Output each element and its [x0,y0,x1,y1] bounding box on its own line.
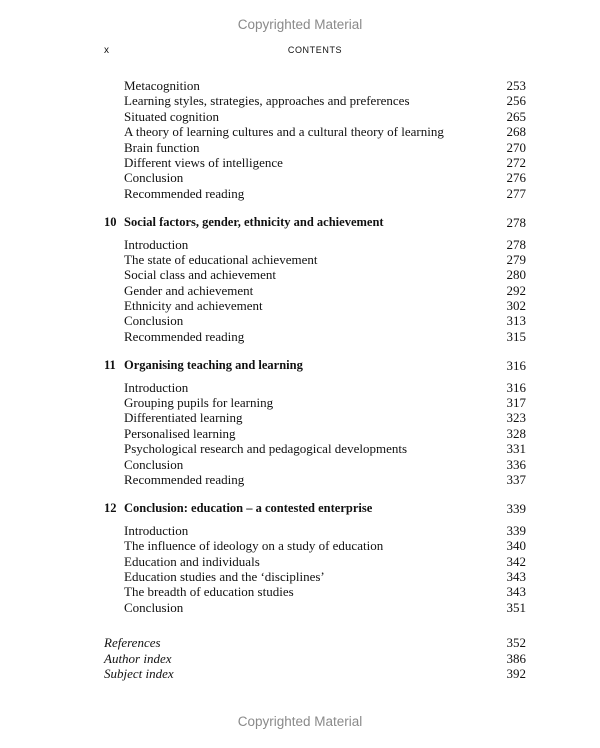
toc-entry-title: Recommended reading [124,185,245,201]
toc-entry-title: Situated cognition [124,108,219,124]
toc-entry-page: 351 [506,599,526,615]
toc-entry [104,441,526,456]
back-matter-page: 392 [506,665,526,681]
toc-entry-page: 336 [506,456,526,472]
copyright-watermark-bottom: Copyrighted Material [237,714,363,729]
back-matter-page: 386 [506,650,526,666]
toc-entry-page: 328 [506,425,526,441]
toc-entry [104,237,526,252]
chapter-page: 316 [506,358,526,374]
toc-entry [104,380,526,395]
toc-entry-page: 313 [506,313,526,329]
toc-entry-title: Conclusion [124,313,184,329]
toc-entry-page: 331 [506,441,526,457]
toc-entry-page: 342 [506,553,526,569]
toc-entry [104,170,526,185]
toc-entry [104,584,526,599]
toc-entry-page: 268 [506,124,526,140]
toc-entry [104,109,526,124]
toc-entry [104,395,526,410]
toc-entry [104,313,526,328]
toc-entry [104,410,526,425]
toc-entry-page: 340 [506,538,526,554]
toc-entry-title: Conclusion [124,456,184,472]
running-head-title: CONTENTS [287,45,343,55]
toc-entry-page: 316 [506,379,526,395]
toc-entry-page: 278 [506,236,526,252]
toc-entry-title: Gender and achievement [124,282,254,298]
toc-entry-page: 315 [506,328,526,344]
toc-entry-page: 292 [506,282,526,298]
toc-entry [104,78,526,93]
toc-entry-title: Education studies and the ‘disciplines’ [124,568,325,584]
toc-entry-page: 323 [506,410,526,426]
toc-entry-title: Introduction [124,522,189,538]
toc-back-matter-entry [104,651,526,666]
toc-entry [104,93,526,108]
toc-entry-title: Education and individuals [124,553,260,569]
toc-entry-page: 317 [506,395,526,411]
toc-entry [104,538,526,553]
table-of-contents [104,78,526,681]
toc-entry-page: 343 [506,568,526,584]
chapter-title: Social factors, gender, ethnicity and achievement [124,215,384,230]
toc-entry [104,186,526,201]
toc-entry-title: Recommended reading [124,328,245,344]
toc-entry-title: Differentiated learning [124,410,243,426]
toc-entry-page: 256 [506,93,526,109]
chapter-title: Organising teaching and learning [124,358,303,373]
toc-entry [104,283,526,298]
toc-back-matter-entry [104,635,526,650]
toc-entry [104,457,526,472]
toc-entry [104,252,526,267]
back-matter-title: Subject index [104,665,174,681]
toc-entry-page: 280 [506,267,526,283]
toc-entry [104,124,526,139]
toc-entry-title: The influence of ideology on a study of education [124,538,384,554]
toc-entry-title: Different views of intelligence [124,154,283,170]
toc-entry [104,426,526,441]
toc-entry [104,554,526,569]
toc-entry-page: 265 [506,108,526,124]
toc-entry-title: Introduction [124,236,189,252]
chapter-number: 10 [104,215,117,230]
toc-entry [104,140,526,155]
toc-entry-title: Metacognition [124,78,200,93]
toc-entry [104,472,526,487]
toc-entry [104,523,526,538]
toc-entry-title: Psychological research and pedagogical developments [124,441,408,457]
toc-entry-title: Conclusion [124,170,184,186]
toc-entry-title: Ethnicity and achievement [124,298,263,314]
toc-entry [104,600,526,615]
toc-entry-title: The state of educational achievement [124,251,318,267]
chapter-number: 12 [104,501,117,516]
toc-entry [104,298,526,313]
back-matter-page: 352 [506,635,526,651]
toc-entry-title: Brain function [124,139,200,155]
toc-entry [104,329,526,344]
toc-entry-title: Learning styles, strategies, approaches and preferences [124,93,410,109]
toc-entry [104,267,526,282]
toc-entry-page: 253 [506,78,526,93]
toc-entry [104,155,526,170]
toc-entry-page: 272 [506,154,526,170]
copyright-watermark-top: Copyrighted Material [237,17,363,32]
chapter-number: 11 [104,358,116,373]
chapter-page: 339 [506,501,526,517]
toc-entry-title: Grouping pupils for learning [124,395,274,411]
chapter-title: Conclusion: education – a contested enterprise [124,501,373,516]
toc-entry-title: Conclusion [124,599,184,615]
toc-entry-title: Introduction [124,379,189,395]
toc-back-matter-entry [104,666,526,681]
toc-entry-page: 337 [506,471,526,487]
toc-entry-page: 279 [506,251,526,267]
toc-entry-title: Recommended reading [124,471,245,487]
toc-entry-page: 343 [506,584,526,600]
toc-entry-page: 339 [506,522,526,538]
toc-chapter-heading [104,358,526,373]
page-folio: x [104,45,110,56]
toc-chapter-heading [104,501,526,516]
toc-entry-title: The breadth of education studies [124,584,294,600]
toc-back-matter [104,635,526,681]
running-head [104,45,526,61]
toc-entry-page: 276 [506,170,526,186]
toc-entry-title: Social class and achievement [124,267,276,283]
toc-entry-page: 270 [506,139,526,155]
toc-entry-page: 302 [506,298,526,314]
back-matter-title: Author index [104,650,172,666]
toc-chapter-heading [104,215,526,230]
toc-entry-title: A theory of learning cultures and a cultural theory of learning [124,124,444,140]
back-matter-title: References [104,635,161,651]
toc-entry-page: 277 [506,185,526,201]
toc-entry [104,569,526,584]
chapter-page: 278 [506,215,526,231]
toc-entry-title: Personalised learning [124,425,236,441]
